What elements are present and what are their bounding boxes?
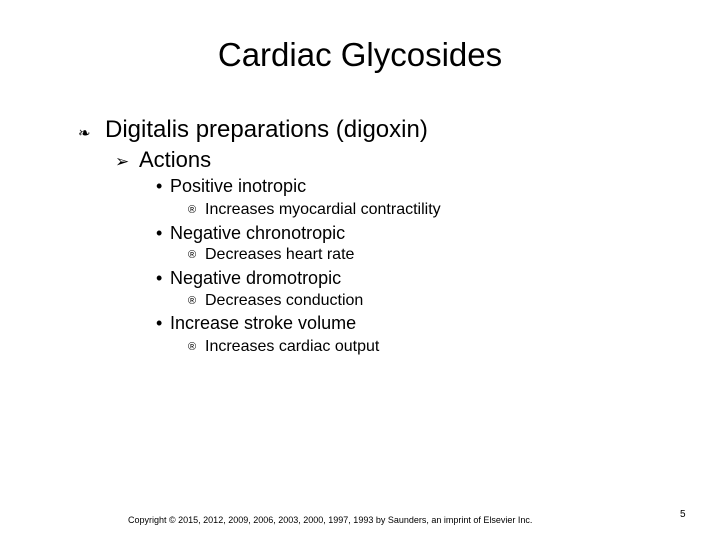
level3-bullet-icon: • — [156, 223, 163, 243]
level4-registered-bullet-icon: ® — [188, 204, 197, 216]
level3-text: Negative dromotropic — [170, 268, 342, 288]
level1-bullet-icon: ❧ — [78, 125, 91, 142]
level3-bullet-icon: • — [156, 176, 163, 196]
level4-registered-bullet-icon: ® — [188, 249, 197, 261]
level1-text: Digitalis preparations (digoxin) — [105, 116, 428, 143]
level2-arrow-bullet-icon: ➢ — [115, 152, 130, 171]
level4-registered-bullet-icon: ® — [188, 295, 197, 307]
page-number: 5 — [680, 509, 686, 520]
slide-title: Cardiac Glycosides — [217, 36, 503, 73]
level3-bullet-icon: • — [156, 268, 163, 288]
level3-text: Increase stroke volume — [170, 313, 357, 333]
level4-text: Decreases conduction — [205, 292, 364, 309]
level3-text: Positive inotropic — [170, 176, 307, 196]
level4-text: Increases cardiac output — [205, 338, 380, 355]
level4-text: Increases myocardial contractility — [205, 201, 441, 218]
level3-bullet-icon: • — [156, 313, 163, 333]
copyright-footer: Copyright © 2015, 2012, 2009, 2006, 2003, 2000, 1997, 1993 by Saunders, an imprint of Elsevier Inc. — [128, 515, 533, 525]
level4-text: Decreases heart rate — [205, 246, 355, 263]
level2-text: Actions — [139, 147, 212, 172]
level3-text: Negative chronotropic — [170, 223, 346, 243]
level4-registered-bullet-icon: ® — [188, 341, 197, 353]
